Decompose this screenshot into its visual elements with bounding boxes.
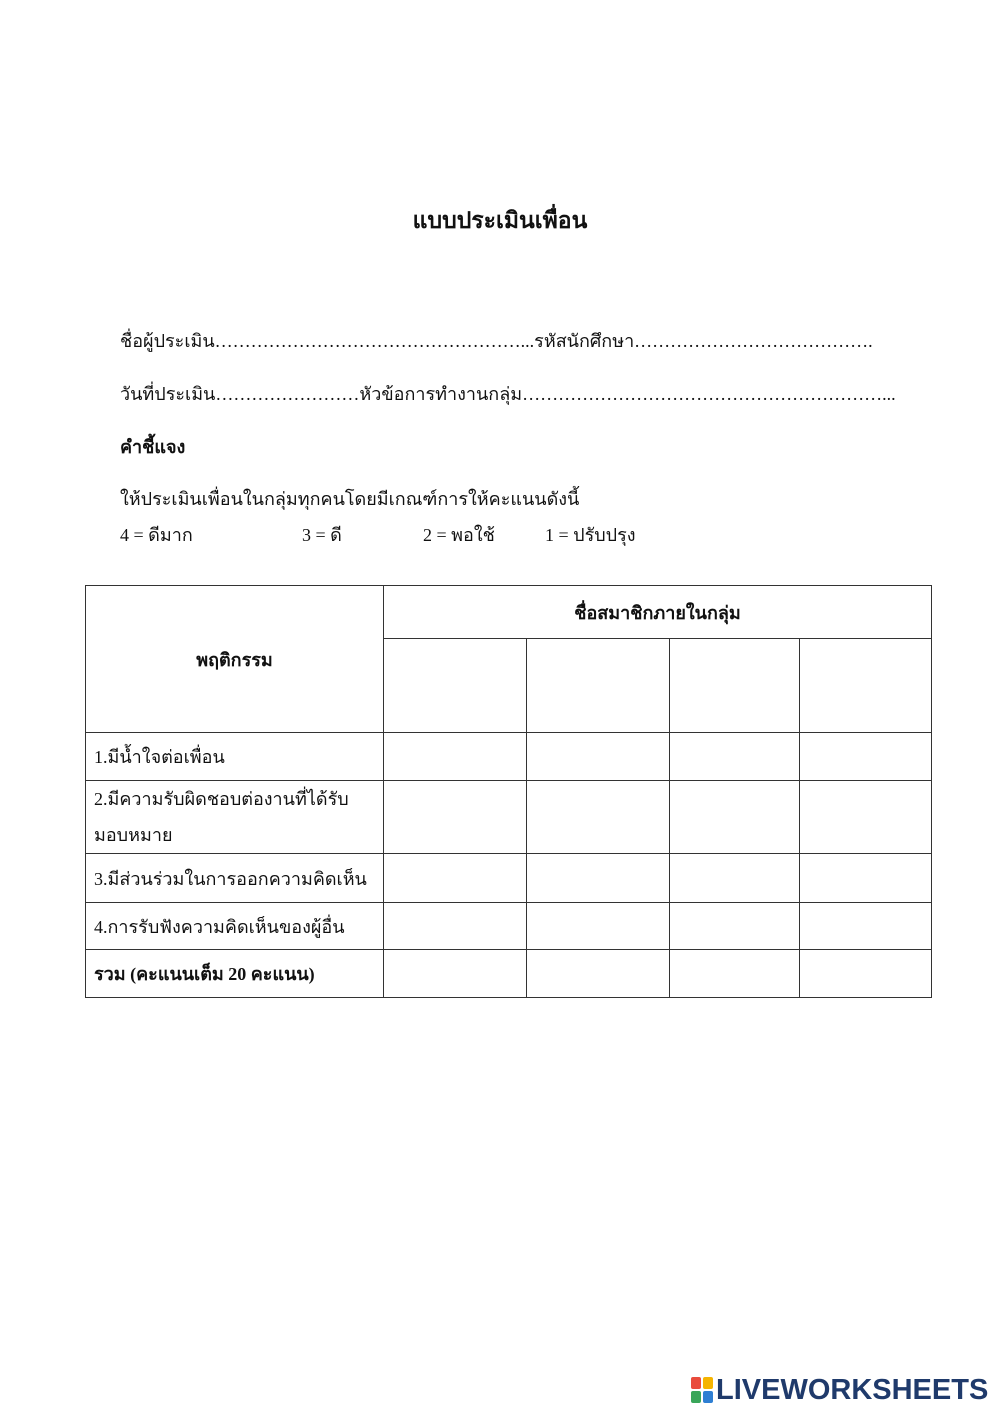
behavior-label: 3.มีส่วนร่วมในการออกความคิดเห็น bbox=[86, 854, 384, 903]
member-name-cell-4[interactable] bbox=[800, 639, 932, 733]
score-cell[interactable] bbox=[670, 903, 800, 950]
liveworksheets-logo bbox=[691, 1374, 988, 1406]
members-header: ชื่อสมาชิกภายในกลุ่ม bbox=[384, 586, 932, 639]
total-cell[interactable] bbox=[527, 950, 670, 998]
score-cell[interactable] bbox=[527, 903, 670, 950]
scale-item-3: 3 = ดี bbox=[302, 525, 342, 545]
total-cell[interactable] bbox=[800, 950, 932, 998]
score-cell[interactable] bbox=[384, 903, 527, 950]
date-topic-line: วันที่ประเมิน……………………หัวข้อการทำงานกลุ่ม……………………………………………………... bbox=[120, 384, 896, 404]
scale-item-4: 4 = ดีมาก bbox=[120, 525, 193, 545]
score-cell[interactable] bbox=[670, 854, 800, 903]
scale-item-1: 1 = ปรับปรุง bbox=[545, 525, 636, 545]
score-cell[interactable] bbox=[527, 781, 670, 854]
member-name-cell-3[interactable] bbox=[670, 639, 800, 733]
behavior-label: 4.การรับฟังความคิดเห็นของผู้อื่น bbox=[86, 903, 384, 950]
evaluator-name-studentid-line: ชื่อผู้ประเมิน……………………………………………...รหัสนักศึกษา…………………………………. bbox=[120, 331, 873, 351]
table-row bbox=[86, 733, 932, 781]
page-title: แบบประเมินเพื่อน bbox=[412, 208, 588, 233]
score-cell[interactable] bbox=[800, 854, 932, 903]
member-name-cell-2[interactable] bbox=[527, 639, 670, 733]
score-cell[interactable] bbox=[527, 733, 670, 781]
score-cell[interactable] bbox=[384, 854, 527, 903]
total-cell[interactable] bbox=[384, 950, 527, 998]
liveworksheets-logo-icon bbox=[691, 1377, 713, 1403]
score-cell[interactable] bbox=[384, 781, 527, 854]
table-row bbox=[86, 781, 932, 854]
behavior-label: 2.มีความรับผิดชอบต่องานที่ได้รับมอบหมาย bbox=[86, 781, 384, 854]
score-cell[interactable] bbox=[800, 733, 932, 781]
brand-name: LIVEWORKSHEETS bbox=[716, 1373, 989, 1406]
score-cell[interactable] bbox=[670, 781, 800, 854]
score-cell[interactable] bbox=[527, 854, 670, 903]
instruction-text: ให้ประเมินเพื่อนในกลุ่มทุกคนโดยมีเกณฑ์การให้คะแนนดังนี้ bbox=[120, 489, 580, 509]
behavior-header: พฤติกรรม bbox=[86, 586, 384, 733]
score-cell[interactable] bbox=[670, 733, 800, 781]
total-row bbox=[86, 950, 932, 998]
member-name-cell-1[interactable] bbox=[384, 639, 527, 733]
scale-item-2: 2 = พอใช้ bbox=[423, 525, 495, 545]
score-cell[interactable] bbox=[800, 781, 932, 854]
instruction-heading: คำชี้แจง bbox=[120, 437, 186, 457]
table-row bbox=[86, 903, 932, 950]
total-cell[interactable] bbox=[670, 950, 800, 998]
score-cell[interactable] bbox=[800, 903, 932, 950]
evaluation-table bbox=[85, 585, 932, 998]
total-label: รวม (คะแนนเต็ม 20 คะแนน) bbox=[86, 950, 384, 998]
table-row bbox=[86, 854, 932, 903]
score-cell[interactable] bbox=[384, 733, 527, 781]
behavior-label: 1.มีน้ำใจต่อเพื่อน bbox=[86, 733, 384, 781]
